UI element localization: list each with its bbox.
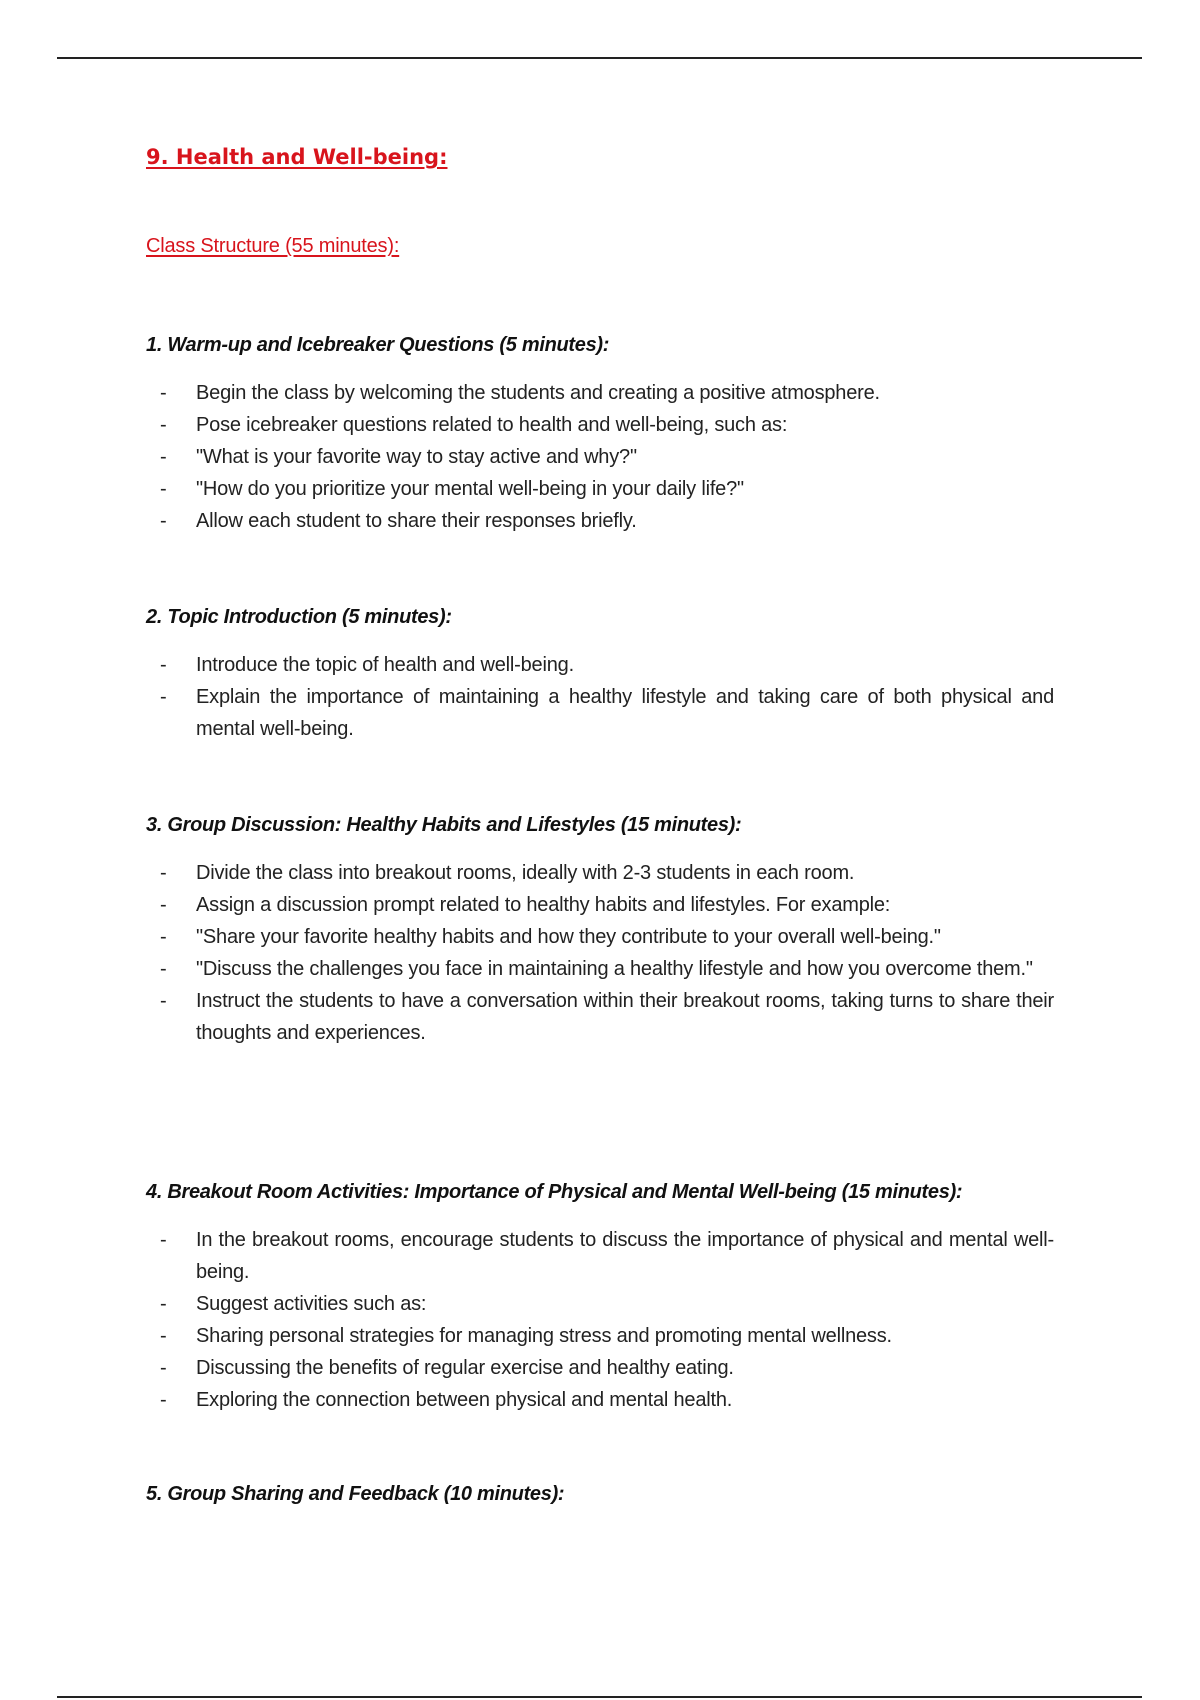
section-heading: 5. Group Sharing and Feedback (10 minutes):: [146, 1483, 565, 1505]
section-breakout-activities: [146, 1178, 1054, 1416]
list-item: - Introduce the topic of health and well-being.: [146, 649, 1054, 681]
list-item: - Explain the importance of maintaining a healthy lifestyle and taking care of both physical and mental well-being.: [146, 681, 1054, 745]
dash-bullet-icon: -: [160, 862, 167, 884]
dash-bullet-icon: -: [160, 894, 167, 916]
section-heading: 1. Warm-up and Icebreaker Questions (5 minutes):: [146, 334, 610, 356]
dash-bullet-icon: -: [160, 478, 167, 500]
section-heading: 4. Breakout Room Activities: Importance of Physical and Mental Well-being (15 minutes):: [146, 1181, 963, 1203]
dash-bullet-icon: -: [160, 1325, 167, 1347]
section-warm-up: [146, 331, 1054, 537]
dash-bullet-icon: -: [160, 1293, 167, 1315]
section-heading: 3. Group Discussion: Healthy Habits and Lifestyles (15 minutes):: [146, 814, 742, 836]
bullet-list: [146, 857, 1054, 1049]
footer-rule: [57, 1696, 1142, 1698]
dash-bullet-icon: -: [160, 654, 167, 676]
class-structure-subtitle: Class Structure (55 minutes):: [146, 235, 400, 257]
list-item: - Instruct the students to have a conversation within their breakout rooms, taking turns to share their thoughts and experiences.: [146, 985, 1054, 1049]
bullet-list: [146, 649, 1054, 745]
dash-bullet-icon: -: [160, 1229, 167, 1251]
header-rule: [57, 57, 1142, 59]
section-heading: 2. Topic Introduction (5 minutes):: [146, 606, 452, 628]
list-item: - Discussing the benefits of regular exercise and healthy eating.: [146, 1352, 1054, 1384]
list-item: - Suggest activities such as:: [146, 1288, 1054, 1320]
list-item: - Assign a discussion prompt related to healthy habits and lifestyles. For example:: [146, 889, 1054, 921]
dash-bullet-icon: -: [160, 1357, 167, 1379]
dash-bullet-icon: -: [160, 510, 167, 532]
list-item: - Begin the class by welcoming the students and creating a positive atmosphere.: [146, 377, 1054, 409]
list-item: - Divide the class into breakout rooms, ideally with 2-3 students in each room.: [146, 857, 1054, 889]
dash-bullet-icon: -: [160, 382, 167, 404]
document-title: 9. Health and Well-being:: [146, 145, 448, 169]
list-item: - "Share your favorite healthy habits and how they contribute to your overall well-being.": [146, 921, 1054, 953]
list-item: - "What is your favorite way to stay active and why?": [146, 441, 1054, 473]
list-item: - In the breakout rooms, encourage students to discuss the importance of physical and mental well-being.: [146, 1224, 1054, 1288]
section-topic-introduction: [146, 603, 1054, 745]
dash-bullet-icon: -: [160, 926, 167, 948]
list-item: - "How do you prioritize your mental well-being in your daily life?": [146, 473, 1054, 505]
dash-bullet-icon: -: [160, 990, 167, 1012]
dash-bullet-icon: -: [160, 958, 167, 980]
dash-bullet-icon: -: [160, 446, 167, 468]
list-item: - Pose icebreaker questions related to health and well-being, such as:: [146, 409, 1054, 441]
list-item: - Exploring the connection between physical and mental health.: [146, 1384, 1054, 1416]
dash-bullet-icon: -: [160, 414, 167, 436]
dash-bullet-icon: -: [160, 1389, 167, 1411]
list-item: - "Discuss the challenges you face in maintaining a healthy lifestyle and how you overcome them.": [146, 953, 1054, 985]
dash-bullet-icon: -: [160, 686, 167, 708]
section-group-discussion: [146, 811, 1054, 1049]
section-group-sharing: [146, 1480, 1054, 1508]
list-item: - Sharing personal strategies for managing stress and promoting mental wellness.: [146, 1320, 1054, 1352]
bullet-list: [146, 1224, 1054, 1416]
list-item: - Allow each student to share their responses briefly.: [146, 505, 1054, 537]
bullet-list: [146, 377, 1054, 537]
